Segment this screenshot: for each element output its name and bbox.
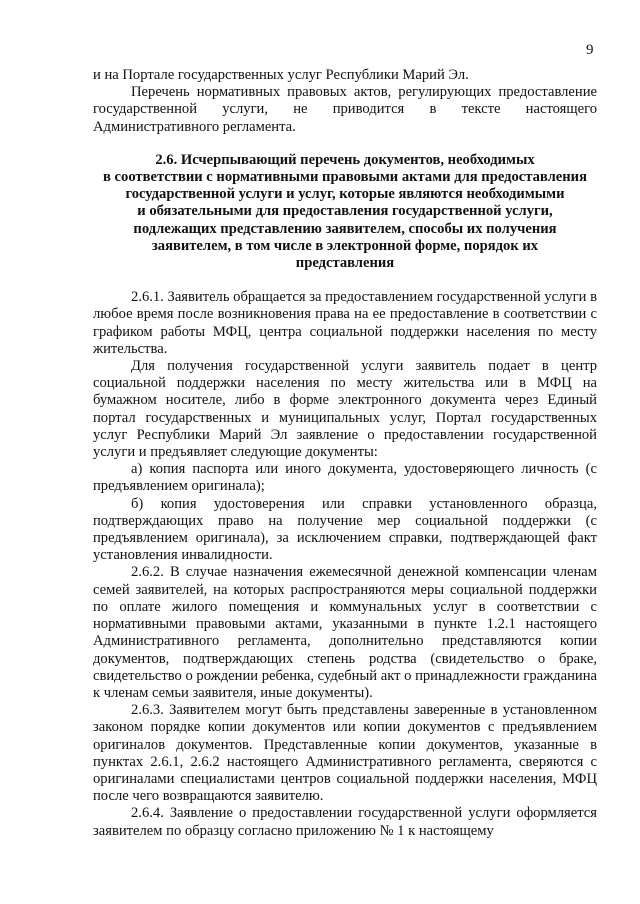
paragraph: 2.6.2. В случае назначения ежемесячной денежной компенсации членам семей заявителей, на которых распространяются меры социальной поддержки по оплате жилого помещения и коммунальных услуг в соответствии с нормативными правовыми актами, указанными в пункте 1.2.1 настоящего Административного регламента, дополнительно представляются копии документов, подтверждающих степень родства (свидетельство о браке, свидетельство о рождении ребенка, судебный акт о принадлежности гражданина к членам семьи заявителя, иные документы). xyxy=(93,564,597,701)
heading-line: 2.6. Исчерпывающий перечень документов, необходимых xyxy=(155,151,535,168)
list-item: а) копия паспорта или иного документа, удостоверяющего личность (с предъявлением оригинала); xyxy=(93,461,597,495)
paragraph: Перечень нормативных правовых актов, регулирующих предоставление государственной услуги, не приводится в тексте настоящего Административного регламента. xyxy=(93,84,597,135)
section-heading xyxy=(93,152,597,272)
heading-line: и обязательными для предоставления государственной услуги, xyxy=(137,203,553,220)
heading-line: представления xyxy=(295,255,395,272)
paragraph: Для получения государственной услуги заявитель подает в центр социальной поддержки населения по месту жительства или в МФЦ на бумажном носителе, либо в форме электронного документа через Единый портал государственных и муниципальных услуг, Портал государственных услуг Республики Марий Эл заявление о предоставлении государственной услуги и предъявляет следующие документы: xyxy=(93,358,597,461)
heading-line: подлежащих представлению заявителем, способы их получения xyxy=(133,220,557,237)
heading-line: заявителем, в том числе в электронной форме, порядок их xyxy=(151,237,539,254)
list-item: б) копия удостоверения или справки установленного образца, подтверждающих право на получение мер социальной поддержки (с предъявлением оригинала), за исключением справки, подтверждающей факт установления инвалидности. xyxy=(93,495,597,564)
page-body xyxy=(93,67,597,840)
heading-line: государственной услуги и услуг, которые являются необходимыми xyxy=(125,186,565,203)
heading-line: в соответствии с нормативными правовыми актами для предоставления xyxy=(103,169,587,186)
paragraph: 2.6.4. Заявление о предоставлении государственной услуги оформляется заявителем по образцу согласно приложению № 1 к настоящему xyxy=(93,805,597,839)
page-number: 9 xyxy=(586,42,594,58)
paragraph: и на Портале государственных услуг Республики Марий Эл. xyxy=(93,67,469,83)
paragraph: 2.6.3. Заявителем могут быть представлены заверенные в установленном законом порядке копии документов или копии документов с предъявлением оригиналов документов. Представленные копии документов, указанные в пунктах 2.6.1, 2.6.2 настоящего Административного регламента, сверяются с оригиналами специалистами центров социальной поддержки населения, МФЦ после чего возвращаются заявителю. xyxy=(93,702,597,805)
paragraph: 2.6.1. Заявитель обращается за предоставлением государственной услуги в любое время после возникновения права на ее предоставление в соответствии с графиком работы МФЦ, центра социальной поддержки населения по месту жительства. xyxy=(93,289,597,357)
